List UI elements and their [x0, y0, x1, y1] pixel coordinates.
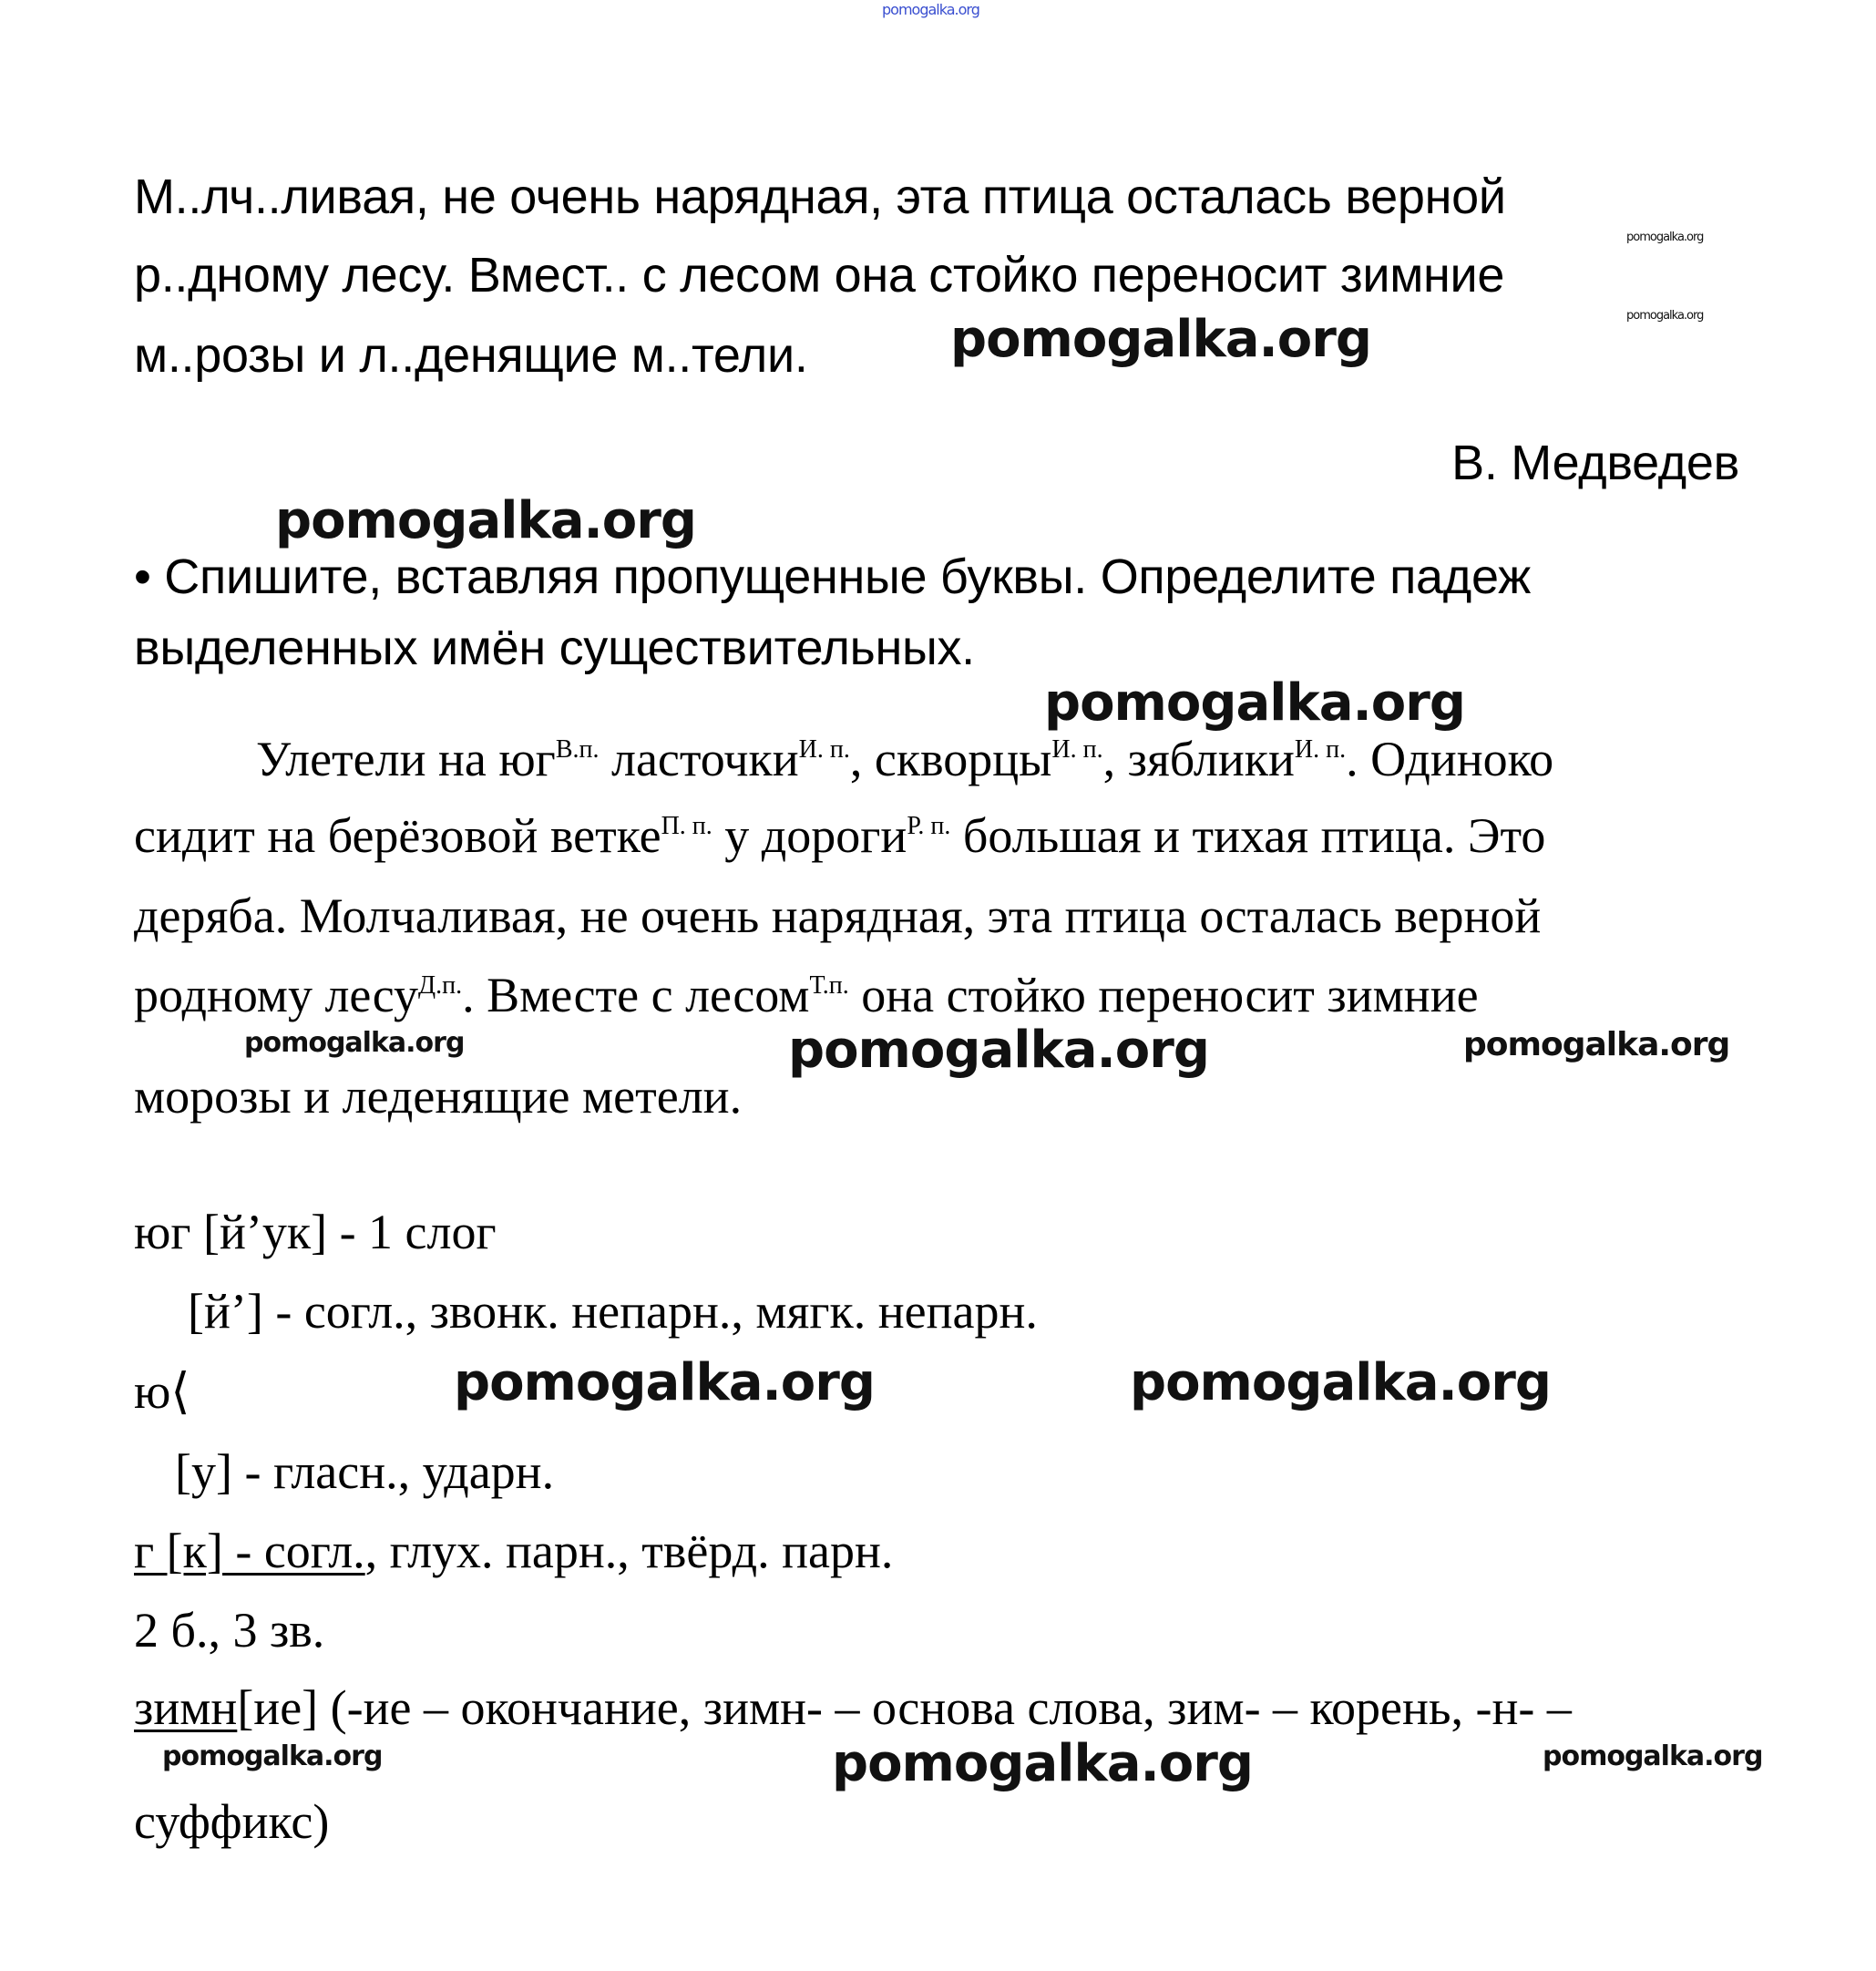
answer-line: [134, 807, 1545, 864]
case-label: Т.п.: [809, 971, 849, 1000]
exercise-line: р..дному лесу. Вмест.. с лесом она стойко переносит зимние: [134, 248, 1505, 303]
watermark: pomogalka.org: [832, 1734, 1253, 1793]
text: большая и тихая птица. Это: [950, 808, 1546, 863]
underlined-text: г [к] - согл.: [134, 1524, 365, 1578]
sound-analysis: [134, 1523, 893, 1579]
letter-yu: ю⟨: [134, 1364, 190, 1419]
text: , глух. парн., твёрд. парн.: [364, 1524, 894, 1578]
morpheme-analysis-end: суффикс): [134, 1794, 330, 1849]
answer-line: [134, 888, 1541, 944]
case-label: Д.п.: [417, 971, 463, 1000]
sound-analysis: [й’] - согл., звонк. непарн., мягк. непарн.: [188, 1284, 1038, 1339]
watermark: pomogalka.org: [1626, 309, 1704, 323]
text: [ие] (-ие – окончание, зимн- – основа слова, зим- – корень, -н- –: [237, 1680, 1572, 1735]
text: Улетели на юг: [256, 732, 556, 786]
text: у дороги: [712, 808, 907, 863]
watermark: pomogalka.org: [950, 310, 1371, 369]
watermark: pomogalka.org: [788, 1021, 1209, 1080]
watermark: pomogalka.org: [244, 1027, 465, 1059]
watermark: pomogalka.org: [1463, 1026, 1730, 1063]
morpheme-analysis: [134, 1679, 1572, 1736]
text: . Одиноко: [1346, 732, 1554, 786]
watermark: pomogalka.org: [275, 491, 696, 550]
watermark: pomogalka.org: [1130, 1353, 1551, 1412]
instruction-line: выделенных имён существительных.: [134, 621, 975, 675]
text: , зяблики: [1102, 732, 1295, 786]
text: , скворцы: [849, 732, 1052, 786]
answer-line: [134, 1068, 742, 1124]
instruction-line: • Спишите, вставляя пропущенные буквы. Определите падеж: [134, 549, 1531, 604]
watermark: pomogalka.org: [162, 1740, 383, 1772]
text: . Вместе с лесом: [462, 968, 810, 1022]
text: морозы и леденящие метели.: [134, 1069, 743, 1124]
case-label: Р. п.: [907, 812, 951, 840]
watermark: pomogalka.org: [1044, 673, 1465, 733]
exercise-line: м..розы и л..денящие м..тели.: [134, 328, 808, 383]
text: она стойко переносит зимние: [848, 968, 1479, 1022]
answer-line: [256, 731, 1553, 787]
watermark: pomogalka.org: [1543, 1740, 1763, 1772]
word-analysis: юг [й’ук] - 1 слог: [134, 1205, 497, 1259]
case-label: И. п.: [1051, 735, 1103, 764]
author: В. Медведев: [1451, 436, 1739, 490]
case-label: П. п.: [661, 812, 712, 840]
text: деряба. Молчаливая, не очень нарядная, эта птица осталась верной: [134, 888, 1542, 943]
case-label: И. п.: [798, 735, 850, 764]
text: ласточки: [599, 732, 799, 786]
text: сидит на берёзовой ветке: [134, 808, 661, 863]
stem: зимн: [134, 1680, 238, 1735]
watermark: pomogalka.org: [1626, 231, 1704, 244]
text: родному лесу: [134, 968, 418, 1022]
case-label: В.п.: [555, 735, 600, 764]
watermark: pomogalka.org: [454, 1353, 875, 1412]
case-label: И. п.: [1294, 735, 1347, 764]
answer-line: [134, 967, 1479, 1023]
letter-sound-count: 2 б., 3 зв.: [134, 1603, 325, 1658]
sound-analysis: [у] - гласн., ударн.: [175, 1444, 555, 1499]
watermark: pomogalka.org: [882, 1, 979, 18]
exercise-line: М..лч..ливая, не очень нарядная, эта птица осталась верной: [134, 169, 1506, 224]
